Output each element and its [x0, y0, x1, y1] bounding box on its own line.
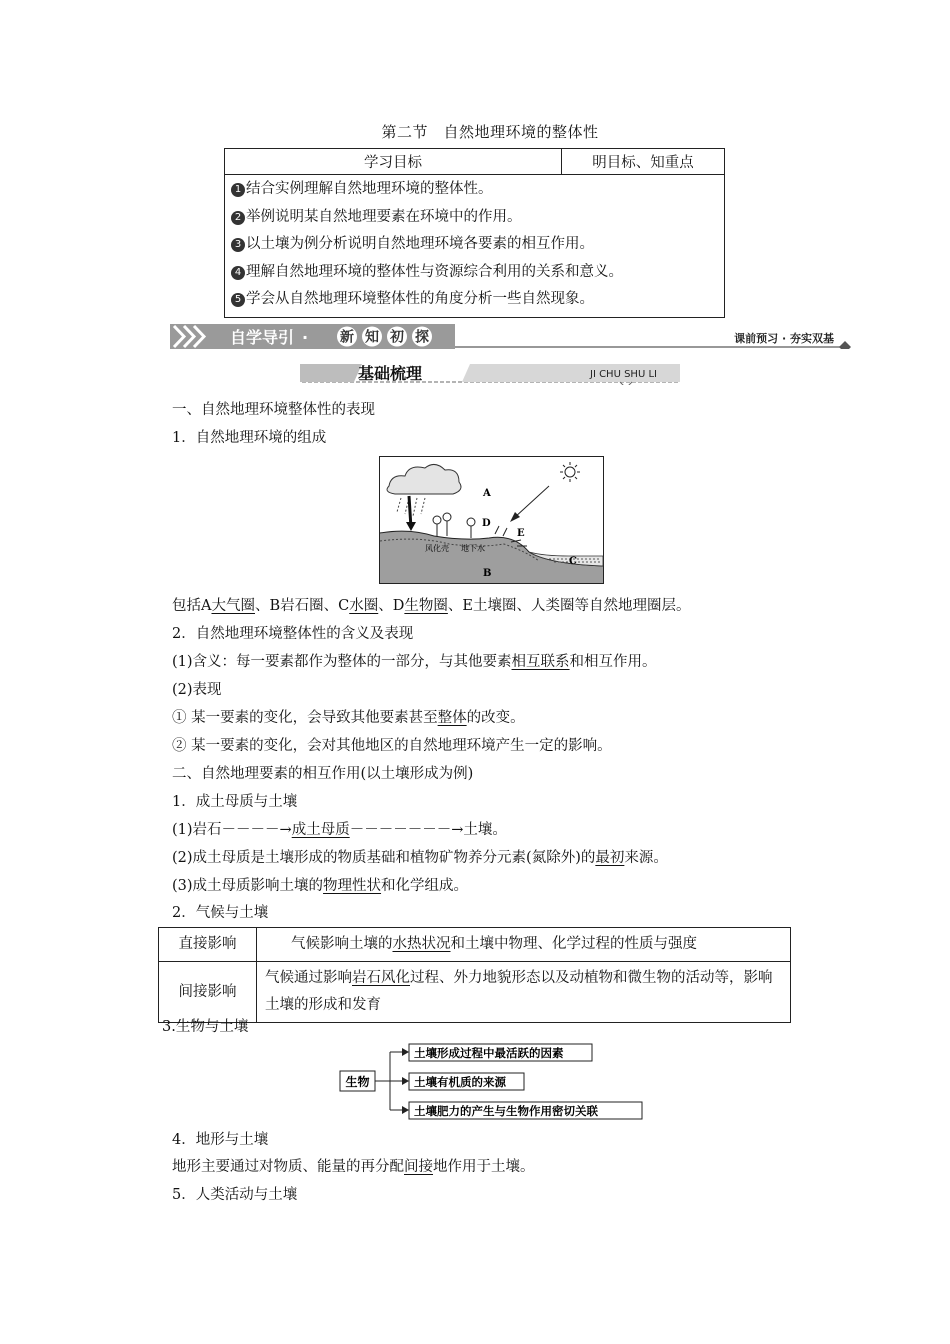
subsection-heading: 2．气候与土壤: [172, 905, 269, 921]
subheading-title: 基础梳理: [358, 364, 423, 383]
expression-item: ② 某一要素的变化，会对其他地区的自然地理环境产生一定的影响。: [172, 738, 612, 754]
goals-header-left: 学习目标: [225, 149, 562, 175]
banner-char: 新: [340, 329, 354, 346]
label-c: C: [569, 556, 577, 567]
label-e: E: [517, 528, 525, 539]
subheading-pinyin: JI CHU SHU LI: [590, 369, 657, 380]
subsection-heading: 1．自然地理环境的组成: [172, 430, 327, 446]
meaning-text: (1)含义：每一要素都作为整体的一部分，与其他要素相互联系和相互作用。: [172, 654, 657, 670]
label-weathering-crust: 风化壳: [425, 544, 449, 553]
number-badge-icon: 3: [231, 238, 245, 252]
number-badge-icon: 2: [231, 211, 245, 225]
goal-item: 2 举例说明某自然地理要素在环境中的作用。: [231, 204, 718, 232]
climate-row-label: 直接影响: [159, 928, 257, 962]
parent-material-line: (1)岩石－－－－→成土母质－－－－－－－→土壤。: [172, 822, 507, 838]
answer-underline: 水热状况: [392, 936, 451, 952]
composition-text: 包括A大气圈、B岩石圈、C水圈、D生物圈、E土壤圈、人类圈等自然地理圈层。: [172, 598, 691, 614]
terrain-text: 地形主要通过对物质、能量的再分配间接地作用于土壤。: [172, 1159, 535, 1175]
subheading-bar: [300, 361, 682, 385]
label-a: A: [483, 488, 491, 499]
arrow-right-icon: [402, 1048, 409, 1114]
subsection-heading: 3.生物与土壤: [162, 1019, 249, 1035]
answer-underline: 水圈: [349, 598, 379, 614]
diamond-icon: [839, 341, 851, 349]
answer-underline: 物理性状: [323, 878, 382, 894]
section-banner: [170, 324, 853, 349]
answer-underline: 岩石风化: [352, 970, 410, 986]
geo-sphere-diagram: [379, 456, 604, 584]
bracket-lines: [375, 1052, 402, 1110]
answer-underline: 大气圈: [211, 598, 255, 614]
label-d: D: [482, 518, 491, 529]
label-b: B: [483, 568, 492, 579]
number-badge-icon: 1: [231, 183, 245, 197]
banner-char: 初: [390, 329, 404, 346]
goals-header-right: 明目标、知重点: [562, 149, 725, 175]
subsection-heading: 1．成土母质与土壤: [172, 794, 298, 810]
expression-heading: (2)表现: [172, 682, 222, 698]
biology-soil-diagram: [338, 1043, 644, 1121]
banner-dot: ·: [302, 328, 309, 347]
answer-underline: 成土母质: [291, 822, 350, 838]
goal-item: 3 以土壤为例分析说明自然地理环境各要素的相互作用。: [231, 231, 718, 259]
answer-underline: 最初: [595, 850, 625, 866]
goal-item: 1 结合实例理解自然地理环境的整体性。: [231, 176, 718, 204]
subsection-heading: 5．人类活动与土壤: [172, 1187, 298, 1203]
goal-item: 4 理解自然地理环境的整体性与资源综合利用的关系和意义。: [231, 259, 718, 287]
bio-root-label: 生物: [345, 1075, 370, 1089]
number-badge-icon: 4: [231, 266, 245, 280]
answer-underline: 间接: [404, 1159, 433, 1175]
learning-goals-table: [224, 148, 725, 318]
number-badge-icon: 5: [231, 293, 245, 307]
parent-material-line: (3)成土母质影响土壤的物理性状和化学组成。: [172, 878, 469, 894]
section-heading: 一、自然地理环境整体性的表现: [172, 402, 375, 418]
answer-underline: 整体: [437, 710, 467, 726]
bio-branch-label: 土壤肥力的产生与生物作用密切关联: [414, 1104, 598, 1118]
climate-row-text: 气候通过影响岩石风化过程、外力地貌形态以及动植物和微生物的活动等，影响土壤的形成和发育: [257, 962, 791, 1023]
climate-row-text: 气候影响土壤的水热状况和土壤中物理、化学过程的性质与强度: [257, 928, 791, 962]
answer-underline: 相互联系: [511, 654, 570, 670]
goal-item: 5 学会从自然地理环境整体性的角度分析一些自然现象。: [231, 286, 718, 314]
expression-item: ① 某一要素的变化，会导致其他要素甚至整体的改变。: [172, 710, 525, 726]
answer-underline: 生物圈: [404, 598, 448, 614]
label-groundwater: 地下水: [461, 544, 485, 553]
climate-row-label: 间接影响: [159, 962, 257, 1023]
stripe-left: [300, 364, 362, 382]
banner-char: 知: [365, 329, 379, 346]
climate-soil-table: [158, 927, 791, 1023]
bio-branch-label: 土壤形成过程中最活跃的因素: [414, 1046, 564, 1060]
banner-title: 自学导引: [230, 328, 295, 347]
banner-char: 探: [415, 329, 429, 346]
subsection-heading: 4．地形与土壤: [172, 1132, 269, 1148]
banner-right-text: 课前预习 · 夯实双基: [734, 332, 834, 345]
parent-material-line: (2)成土母质是土壤形成的物质基础和植物矿物养分元素(氮除外)的最初来源。: [172, 850, 668, 866]
subsection-heading: 2．自然地理环境整体性的含义及表现: [172, 626, 414, 642]
page-title: 第二节 自然地理环境的整体性: [381, 123, 599, 141]
section-heading: 二、自然地理要素的相互作用(以土壤形成为例): [172, 766, 474, 782]
sun-icon: [560, 462, 580, 482]
bio-branch-label: 土壤有机质的来源: [414, 1075, 506, 1089]
goals-list: [225, 175, 725, 318]
